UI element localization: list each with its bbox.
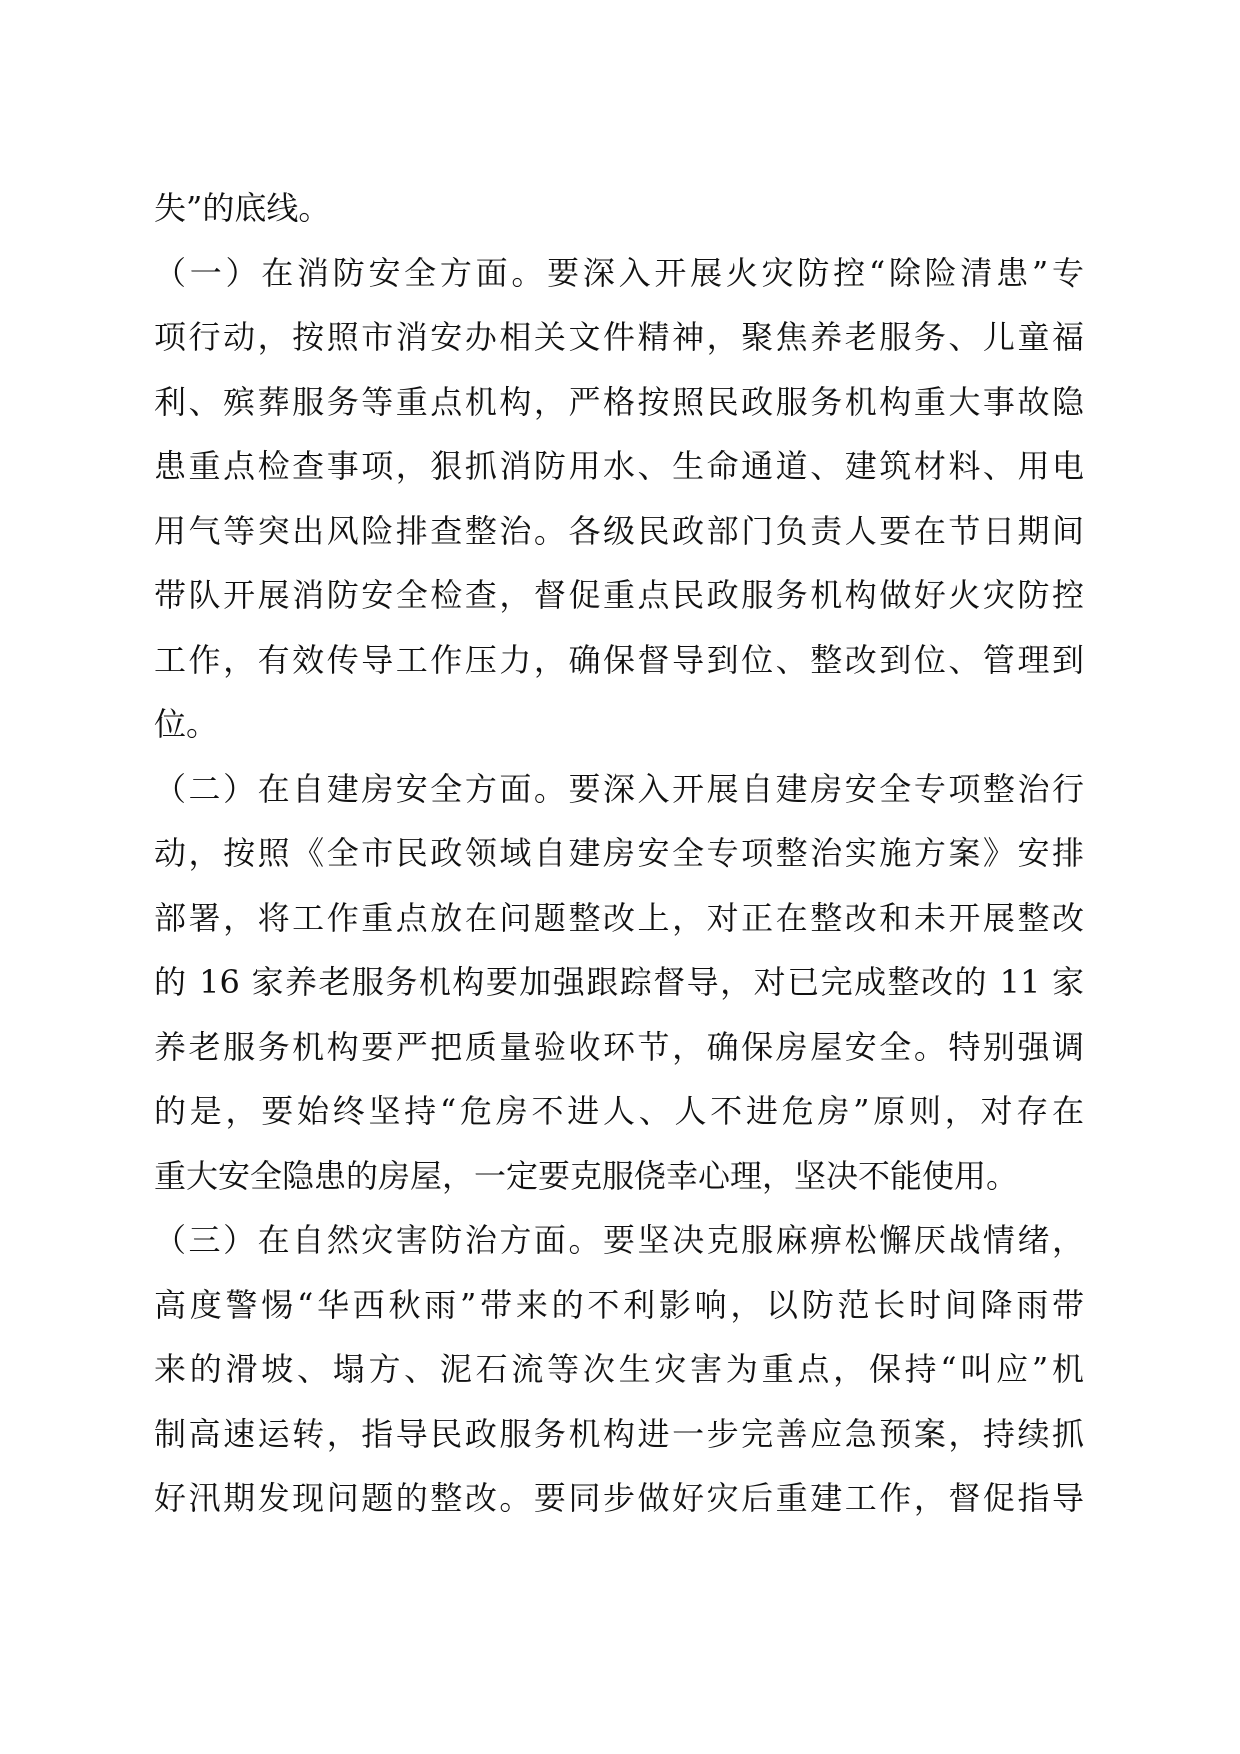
text-line: 利、殡葬服务等重点机构，严格按照民政服务机构重大事故隐 <box>154 382 1084 421</box>
text-line: 重大安全隐患的房屋，一定要克服侥幸心理，坚决不能使用。 <box>154 1156 1019 1195</box>
text-line: 养老服务机构要严把质量验收环节，确保房屋安全。特别强调 <box>154 1027 1084 1066</box>
text-line: 患重点检查事项，狠抓消防用水、生命通道、建筑材料、用电 <box>154 447 1084 485</box>
text-line: 的是，要始终坚持“危房不进人、人不进危房”原则，对存在 <box>154 1092 1084 1130</box>
text-line: 工作，有效传导工作压力，确保督导到位、整改到位、管理到 <box>154 640 1084 679</box>
text-line: 的 16 家养老服务机构要加强跟踪督导，对已完成整改的 11 家 <box>154 963 1084 1001</box>
text-line: 动，按照《全市民政领域自建房安全专项整治实施方案》安排 <box>154 834 1084 872</box>
text-line: 高度警惕“华西秋雨”带来的不利影响，以防范长时间降雨带 <box>154 1285 1084 1324</box>
text-line: 部署，将工作重点放在问题整改上，对正在整改和未开展整改 <box>154 898 1084 937</box>
text-line: 制高速运转，指导民政服务机构进一步完善应急预案，持续抓 <box>154 1414 1084 1453</box>
text-line: （一）在消防安全方面。要深入开展火灾防控“除险清患”专 <box>154 253 1084 292</box>
text-line: 带队开展消防安全检查，督促重点民政服务机构做好火灾防控 <box>154 576 1084 614</box>
text-line: （二）在自建房安全方面。要深入开展自建房安全专项整治行 <box>154 769 1084 808</box>
text-line: 失”的底线。 <box>154 189 331 227</box>
text-line: 项行动，按照市消安办相关文件精神，聚焦养老服务、儿童福 <box>154 318 1084 356</box>
body-text <box>154 176 1084 1531</box>
text-line: 位。 <box>154 705 219 743</box>
text-line: 来的滑坡、塌方、泥石流等次生灾害为重点，保持“叫应”机 <box>154 1350 1084 1388</box>
text-line: 用气等突出风险排查整治。各级民政部门负责人要在节日期间 <box>154 511 1084 550</box>
text-line: 好汛期发现问题的整改。要同步做好灾后重建工作，督促指导 <box>154 1479 1084 1517</box>
text-line: （三）在自然灾害防治方面。要坚决克服麻痹松懈厌战情绪， <box>154 1221 1084 1259</box>
